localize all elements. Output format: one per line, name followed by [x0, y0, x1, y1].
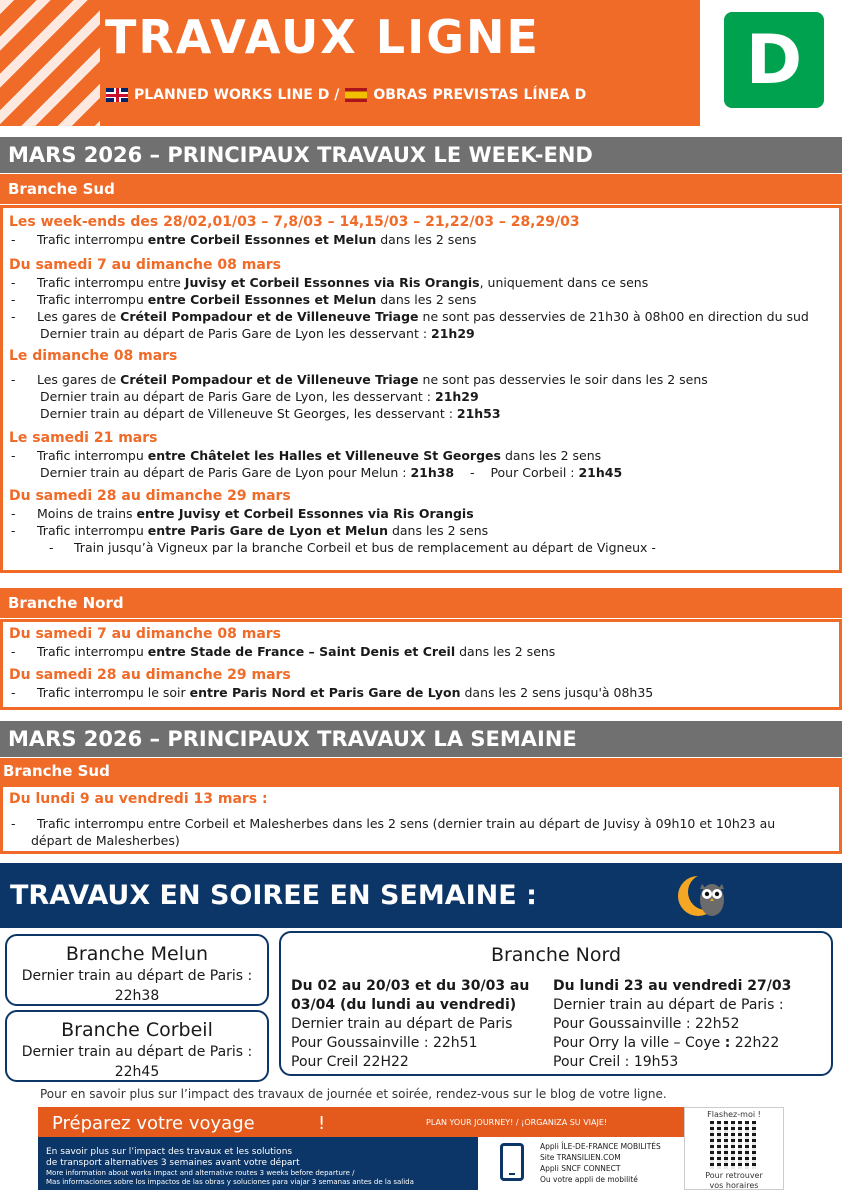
uk-flag-icon — [106, 88, 128, 102]
branche-melun-time: 22h38 — [114, 988, 160, 1004]
list-item: - Trafic interrompu entre Juvisy et Corbeil Essonnes via Ris Orangis, uniquement dans ce sens — [9, 274, 833, 291]
banner-exclamation: ! — [318, 1113, 326, 1134]
app-other: Ou votre appli de mobilité — [540, 1175, 638, 1184]
branche-corbeil-title: Branche Corbeil — [61, 1019, 213, 1041]
semaine-sud-box — [0, 784, 842, 854]
list-item: - Moins de trains entre Juvisy et Corbeil Essonnes via Ris Orangis — [9, 505, 833, 522]
list-item-continuation: départ de Malesherbes) — [31, 833, 180, 848]
list-item: - Trafic interrompu entre Corbeil Essonnes et Melun dans les 2 sens — [9, 291, 833, 308]
subtitle-en: PLANNED WORKS LINE D / — [134, 87, 340, 103]
footer-note: Pour en savoir plus sur l’impact des travaux de journée et soirée, rendez-vous sur le blog de votre ligne. — [40, 1087, 667, 1101]
semaine-sud-label: Branche Sud — [0, 758, 842, 784]
list-item: - Trafic interrompu entre Châtelet les Halles et Villeneuve St Georges dans les 2 sens — [9, 447, 833, 464]
branche-melun-title: Branche Melun — [65, 943, 209, 965]
semaine-sud-heading: Du lundi 9 au vendredi 13 mars : — [9, 791, 268, 807]
weekend-sud-label: Branche Sud — [0, 174, 842, 204]
list-item-continuation: Dernier train au départ de Paris Gare de Lyon les desservant : 21h29 — [40, 326, 475, 341]
qr-code-icon[interactable] — [710, 1121, 758, 1169]
branche-corbeil-time: 22h45 — [114, 1064, 160, 1080]
subtitle-es: OBRAS PREVISTAS LÍNEA D — [373, 87, 587, 103]
banner-title: Préparez votre voyage — [52, 1113, 255, 1134]
weekend-section-title: MARS 2026 – PRINCIPAUX TRAVAUX LE WEEK-END — [0, 137, 842, 173]
list-item: - Les gares de Créteil Pompadour et de Villeneuve Triage ne sont pas desservies le soir dans les 2 sens — [9, 371, 833, 388]
list-item-continuation: Dernier train au départ de Villeneuve St Georges, les desservant : 21h53 — [40, 406, 501, 421]
weekend-sud-heading-5: Du samedi 28 au dimanche 29 mars — [9, 488, 291, 504]
prepare-journey-banner — [38, 1107, 784, 1190]
list-item: - Trafic interrompu entre Corbeil Essonnes et Melun dans les 2 sens — [9, 231, 833, 248]
branche-melun-box — [5, 934, 269, 1006]
weekend-nord-heading-2: Du samedi 28 au dimanche 29 mars — [9, 667, 291, 683]
weekend-sud-heading-2: Du samedi 7 au dimanche 08 mars — [9, 257, 282, 273]
spain-flag-icon — [345, 88, 367, 102]
list-item: - Les gares de Créteil Pompadour et de Villeneuve Triage ne sont pas desservies de 21h30 à 08h00 en direction du sud — [9, 308, 833, 325]
weekend-sud-box — [0, 205, 842, 573]
qr-code-area[interactable]: Flashez-moi ! Pour retrouver vos horaires — [684, 1107, 784, 1190]
weekend-nord-heading-1: Du samedi 7 au dimanche 08 mars — [9, 626, 282, 642]
banner-apps — [478, 1137, 684, 1190]
list-item-continuation: Dernier train au départ de Paris Gare de Lyon pour Melun : 21h38 - Pour Corbeil : 21h45 — [40, 465, 623, 480]
branche-melun-line-1: Dernier train au départ de Paris : — [21, 968, 253, 984]
branche-nord-box — [279, 931, 833, 1076]
semaine-section-title: MARS 2026 – PRINCIPAUX TRAVAUX LA SEMAINE — [0, 721, 842, 757]
branche-corbeil-line-1: Dernier train au départ de Paris : — [21, 1044, 253, 1060]
banner-info: En savoir plus sur l’impact des travaux et les solutions de transport alternatives 3 semaines avant votre départ More information about works impact and alternative routes 3 weeks before departure / Mas informaciones sobre los impactos de las obras y soluciones para viajar 3 semanas antes de la salida — [38, 1137, 478, 1190]
header-subtitle — [106, 87, 586, 103]
page-title: TRAVAUX LIGNE — [105, 10, 540, 64]
banner-subtitle: PLAN YOUR JOURNEY! / ¡ORGANIZA SU VIAJE! — [426, 1118, 608, 1127]
weekend-sud-heading-3: Le dimanche 08 mars — [9, 348, 178, 364]
header-stripes — [0, 0, 100, 126]
weekend-nord-box — [0, 619, 842, 710]
branche-nord-right: Du lundi 23 au vendredi 27/03 Dernier train au départ de Paris : Pour Goussainville : 22h52 Pour Orry la ville – Coye : 22h22 Pour Creil : 19h53 — [553, 978, 792, 1070]
weekend-nord-label: Branche Nord — [0, 588, 842, 618]
weekend-sud-heading-4: Le samedi 21 mars — [9, 430, 158, 446]
branche-nord-left: Du 02 au 20/03 et du 30/03 au 03/04 (du lundi au vendredi) Dernier train au départ de Paris Pour Goussainville : 22h51 Pour Creil 22H22 — [291, 978, 530, 1070]
list-item-continuation: Dernier train au départ de Paris Gare de Lyon, les desservant : 21h29 — [40, 389, 479, 404]
list-item: - Trafic interrompu le soir entre Paris Nord et Paris Gare de Lyon dans les 2 sens jusqu'à 08h35 — [9, 684, 833, 701]
soiree-section-title: TRAVAUX EN SOIREE EN SEMAINE : — [0, 863, 842, 928]
list-item: - Trafic interrompu entre Stade de France – Saint Denis et Creil dans les 2 sens — [9, 643, 833, 660]
list-subitem: - Train jusqu’à Vigneux par la branche Corbeil et bus de remplacement au départ de Vigneux - — [9, 539, 833, 556]
owl-moon-icon — [676, 870, 732, 922]
app-sncf-connect: Appli SNCF CONNECT — [540, 1164, 621, 1173]
branche-nord-title: Branche Nord — [490, 944, 622, 966]
weekend-sud-heading-1: Les week-ends des 28/02,01/03 – 7,8/03 – 14,15/03 – 21,22/03 – 28,29/03 — [9, 214, 580, 230]
smartphone-icon — [500, 1143, 524, 1181]
list-item: - Trafic interrompu entre Corbeil et Malesherbes dans les 2 sens (dernier train au départ de Juvisy à 09h10 et 10h23 au — [9, 815, 833, 832]
app-idfm: Appli ÎLE-DE-FRANCE MOBILITÉS — [540, 1142, 661, 1151]
list-item: - Trafic interrompu entre Paris Gare de Lyon et Melun dans les 2 sens — [9, 522, 833, 539]
branche-corbeil-box — [5, 1010, 269, 1082]
header-banner — [0, 0, 700, 126]
site-transilien: Site TRANSILIEN.COM — [540, 1153, 621, 1162]
line-d-badge: D — [724, 12, 824, 108]
